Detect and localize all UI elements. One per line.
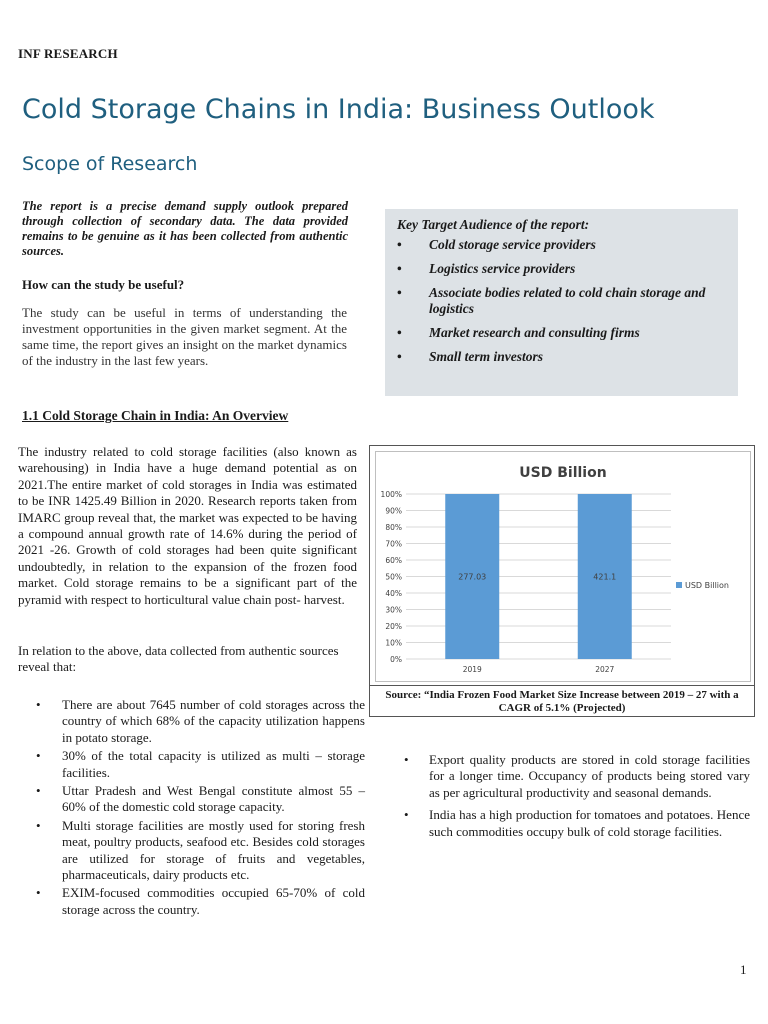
y-tick-label: 10% [385, 638, 402, 648]
y-tick-label: 70% [385, 539, 402, 549]
page-number: 1 [740, 962, 747, 977]
list-item: • EXIM-focused commodities occupied 65-70% of cold storage across the country. [18, 885, 365, 918]
bar-chart [376, 452, 750, 681]
chart-area [375, 451, 751, 682]
overview-paragraph: The industry related to cold storage facilities (also known as warehousing) in India have a huge demand potential as on 2021.The entire market of cold storages in India was estimated to be INR 1425.49 Billion in 2020. Research reports taken from IMARC group reveal that, the market was expected to be having a compound annual growth rate of 14.6% during the period of 2021 -26. Growth of cold storages had been quite significant undoubtedly, in relation to the expansion of the frozen food market. Cold storage remains to be a significant part of the pyramid with respect to horticultural value chain post- harvest. [18, 444, 357, 607]
y-tick-label: 50% [385, 572, 402, 582]
y-tick-label: 30% [385, 605, 402, 615]
section-heading: 1.1 Cold Storage Chain in India: An Overview [22, 408, 289, 423]
x-tick-label: 2027 [595, 665, 615, 674]
org-header: INF RESEARCH [18, 46, 118, 61]
audience-title: Key Target Audience of the report: [397, 217, 590, 232]
bar-data-label: 421.1 [593, 572, 617, 582]
audience-list [397, 237, 728, 365]
facts-list-right [386, 752, 750, 846]
y-tick-label: 60% [385, 556, 402, 565]
y-tick-label: 0% [390, 655, 402, 664]
chart-source-caption: Source: “India Frozen Food Market Size Increase between 2019 – 27 with a CAGR of 5.1% (Projected) [369, 686, 755, 717]
x-tick-label: 2019 [462, 665, 482, 674]
audience-item: • Logistics service providers [397, 261, 728, 277]
facts-list-left [18, 697, 365, 920]
y-tick-label: 80% [385, 523, 402, 532]
relation-paragraph: In relation to the above, data collected from authentic sources reveal that: [18, 643, 339, 675]
audience-item: • Market research and consulting firms [397, 325, 728, 341]
y-tick-label: 20% [385, 622, 402, 631]
useful-paragraph: The study can be useful in terms of understanding the investment opportunities in the given market segment. At the same time, the report gives an insight on the market dynamics of the industry in the last few years. [22, 305, 347, 368]
chart-title: USD Billion [519, 465, 607, 481]
audience-item: • Associate bodies related to cold chain storage and logistics [397, 285, 728, 317]
list-item: • India has a high production for tomatoes and potatoes. Hence such commodities occupy bulk of cold storage facilities. [386, 807, 750, 840]
page-title: Cold Storage Chains in India: Business Outlook [22, 94, 655, 125]
audience-item: • Small term investors [397, 349, 728, 365]
y-tick-label: 100% [380, 490, 402, 499]
list-item: • Multi storage facilities are mostly used for storing fresh meat, poultry products, seafood etc. Besides cold storages are utilized for storage of fruits and vegetables, pharmaceuticals, dairy products etc. [18, 818, 365, 884]
legend-label: USD Billion [685, 581, 729, 590]
y-tick-label: 90% [385, 506, 402, 516]
y-tick-label: 40% [385, 589, 402, 598]
list-item: • Export quality products are stored in cold storage facilities for a longer time. Occupancy of products being stored vary as per agricultural productivity and seasonal demands. [386, 752, 750, 801]
chart-frame [369, 445, 755, 686]
useful-heading: How can the study be useful? [22, 277, 185, 292]
audience-item: • Cold storage service providers [397, 237, 728, 253]
intro-paragraph: The report is a precise demand supply outlook prepared through collection of secondary data. The data provided remains to be genuine as it has been collected from authentic sources. [22, 199, 348, 258]
list-item: • 30% of the total capacity is utilized as multi – storage facilities. [18, 748, 365, 781]
list-item: • There are about 7645 number of cold storages across the country of which 68% of the capacity utilization happens in potato storage. [18, 697, 365, 746]
list-item: • Uttar Pradesh and West Bengal constitute almost 55 – 60% of the domestic cold storage capacity. [18, 783, 365, 816]
bar-data-label: 277.03 [458, 572, 487, 582]
legend-swatch [676, 582, 682, 588]
page-subtitle: Scope of Research [22, 153, 198, 175]
audience-box [385, 209, 738, 396]
